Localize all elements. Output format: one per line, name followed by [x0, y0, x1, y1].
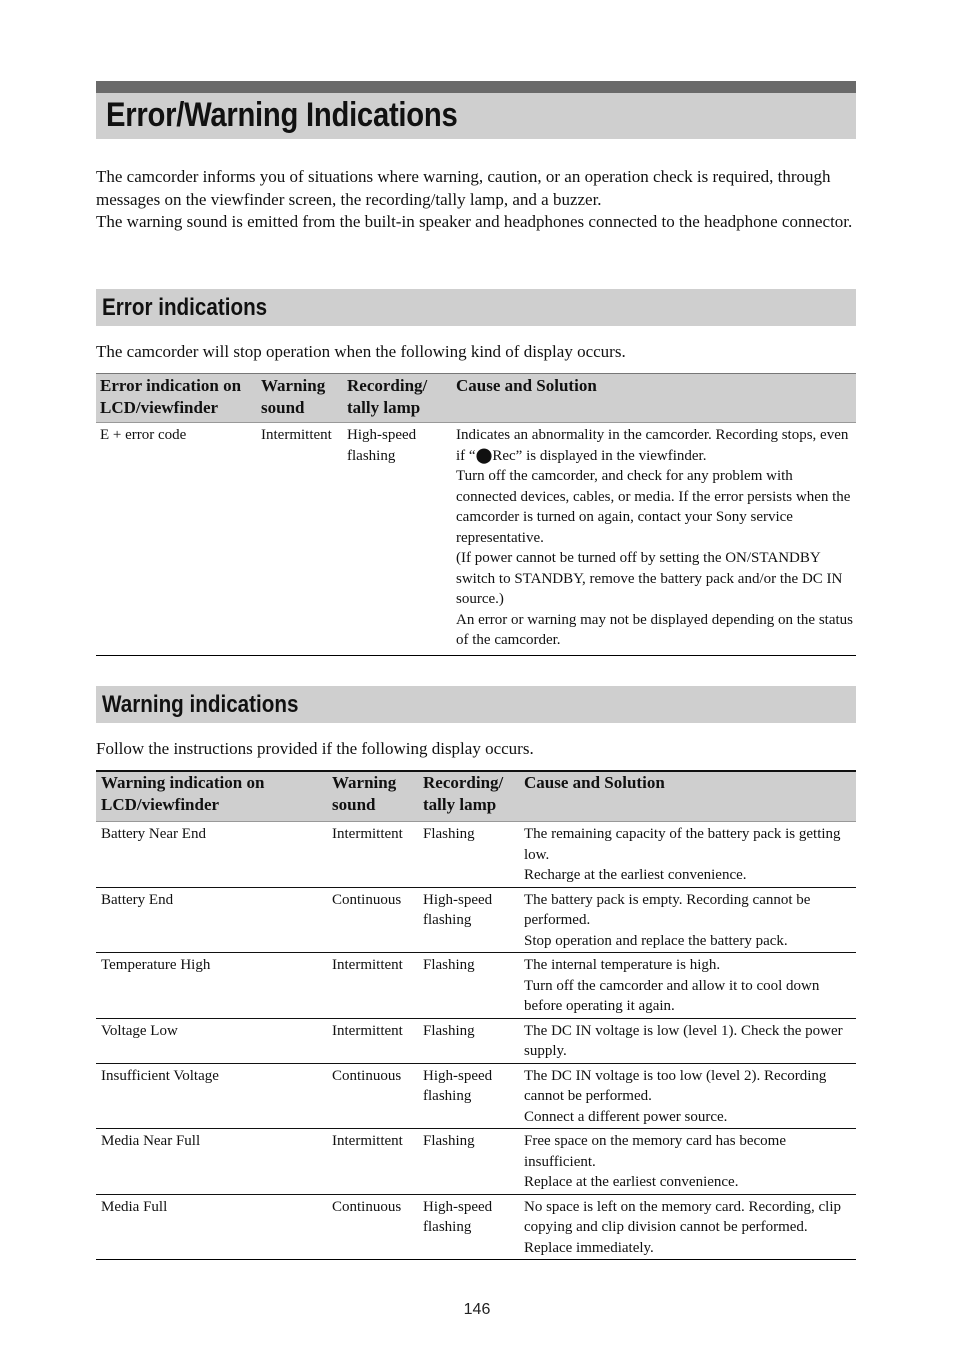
table-row — [96, 887, 856, 953]
cause-solution-line: Indicates an abnormality in the camcorder. Recording stops, even if “⬤Rec” is displayed in the viewfinder. — [456, 427, 849, 464]
warning-section-lead: Follow the instructions provided if the following display occurs. — [96, 739, 534, 758]
table-row — [96, 423, 856, 656]
col-header-indication: Error indication on LCD/viewfinder — [96, 374, 257, 423]
cause-solution-line: Turn off the camcorder, and check for any problem with connected devices, cables, or media. If the error persists when the camcorder is turned on again, contact your Sony service representative. — [456, 468, 851, 546]
page-number: 146 — [463, 1301, 491, 1318]
cause-solution-cell — [519, 1194, 856, 1260]
warning-table — [96, 770, 856, 1260]
cause-solution-line: The battery pack is empty. Recording cannot be performed. — [524, 891, 811, 928]
warning-sound-cell: Intermittent — [261, 427, 332, 443]
indication-cell: Battery Near End — [101, 826, 206, 842]
cause-solution-cell — [519, 1129, 856, 1195]
indication-cell: Media Full — [101, 1198, 168, 1215]
page-title-bar — [96, 81, 856, 139]
intro-paragraph-1: The camcorder informs you of situations where warning, caution, or an operation check is required, through messages on the viewfinder screen, the recording/tally lamp, and a buzzer. — [96, 167, 831, 209]
indication-cell: E + error code — [100, 427, 187, 443]
cause-solution-line: Turn off the camcorder and allow it to cool down before operating it again. — [524, 977, 820, 1014]
page-title: Error/Warning Indications — [106, 96, 458, 134]
cause-solution-line: Replace at the earliest convenience. — [524, 1174, 739, 1190]
cause-solution-line: The remaining capacity of the battery pack is getting low. — [524, 826, 841, 863]
col-header-cause: Cause and Solution — [452, 374, 856, 423]
cause-solution-cell — [519, 822, 856, 888]
lamp-cell: Flashing — [423, 826, 475, 842]
cause-solution-line: Connect a different power source. — [524, 1108, 728, 1125]
error-section-lead: The camcorder will stop operation when the following kind of display occurs. — [96, 342, 626, 361]
cause-solution-cell — [452, 423, 856, 656]
indication-cell: Battery End — [101, 891, 174, 908]
lamp-cell: High-speed flashing — [423, 891, 493, 928]
cause-solution-line: No space is left on the memory card. Recording, clip copying and clip division cannot be performed. — [524, 1198, 841, 1235]
error-table — [96, 373, 856, 656]
lamp-cell: High-speed flashing — [347, 427, 417, 464]
cause-solution-cell — [519, 953, 856, 1019]
cause-solution-line: Replace immediately. — [524, 1239, 654, 1256]
cause-solution-cell — [519, 887, 856, 953]
indication-cell: Media Near Full — [101, 1133, 201, 1149]
intro-text — [96, 166, 856, 234]
warning-sound-cell: Intermittent — [332, 1022, 403, 1039]
cause-solution-line: Stop operation and replace the battery pack. — [524, 932, 788, 949]
col-header-lamp: Recording/ tally lamp — [343, 374, 452, 423]
col-header-lamp: Recording/ tally lamp — [418, 771, 519, 822]
indication-cell: Voltage Low — [101, 1022, 178, 1039]
col-header-sound: Warning sound — [257, 374, 343, 423]
lamp-cell: Flashing — [423, 1022, 475, 1039]
cause-solution-line: The DC IN voltage is too low (level 2). Recording cannot be performed. — [524, 1067, 827, 1104]
cause-solution-line: An error or warning may not be displayed depending on the status of the camcorder. — [456, 611, 853, 648]
lamp-cell: Flashing — [423, 957, 475, 973]
table-row — [96, 1194, 856, 1260]
lamp-cell: Flashing — [423, 1133, 475, 1149]
error-table-header — [96, 374, 856, 423]
col-header-sound: Warning sound — [327, 771, 418, 822]
warning-sound-cell: Intermittent — [332, 826, 403, 842]
lamp-cell: High-speed flashing — [423, 1198, 493, 1235]
cause-solution-line: Recharge at the earliest convenience. — [524, 867, 747, 883]
table-row — [96, 1063, 856, 1129]
title-rule — [96, 81, 856, 93]
warning-section-heading-bar — [96, 686, 856, 723]
lamp-cell: High-speed flashing — [423, 1067, 493, 1104]
cause-solution-line: The DC IN voltage is low (level 1). Check the power supply. — [524, 1022, 843, 1059]
table-row — [96, 953, 856, 1019]
cause-solution-cell — [519, 1018, 856, 1063]
error-section-heading-bar — [96, 289, 856, 326]
warning-sound-cell: Intermittent — [332, 957, 403, 973]
indication-cell: Insufficient Voltage — [101, 1067, 219, 1084]
table-row — [96, 1018, 856, 1063]
cause-solution-line: (If power cannot be turned off by setting the ON/STANDBY switch to STANDBY, remove the battery pack and/or the DC IN source.) — [456, 550, 843, 607]
table-row — [96, 1129, 856, 1195]
warning-sound-cell: Continuous — [332, 1198, 402, 1215]
warning-sound-cell: Continuous — [332, 891, 402, 908]
cause-solution-line: Free space on the memory card has become insufficient. — [524, 1133, 786, 1170]
warning-sound-cell: Intermittent — [332, 1133, 403, 1149]
intro-paragraph-2: The warning sound is emitted from the built-in speaker and headphones connected to the headphone connector. — [96, 212, 853, 231]
warning-section-heading: Warning indications — [102, 691, 299, 718]
error-section-heading: Error indications — [102, 294, 268, 321]
cause-solution-line: The internal temperature is high. — [524, 957, 721, 973]
cause-solution-cell — [519, 1063, 856, 1129]
col-header-cause: Cause and Solution — [519, 771, 856, 822]
warning-table-header — [96, 771, 856, 822]
table-row — [96, 822, 856, 888]
warning-sound-cell: Continuous — [332, 1067, 402, 1084]
indication-cell: Temperature High — [101, 957, 211, 973]
col-header-indication: Warning indication on LCD/viewfinder — [96, 771, 327, 822]
